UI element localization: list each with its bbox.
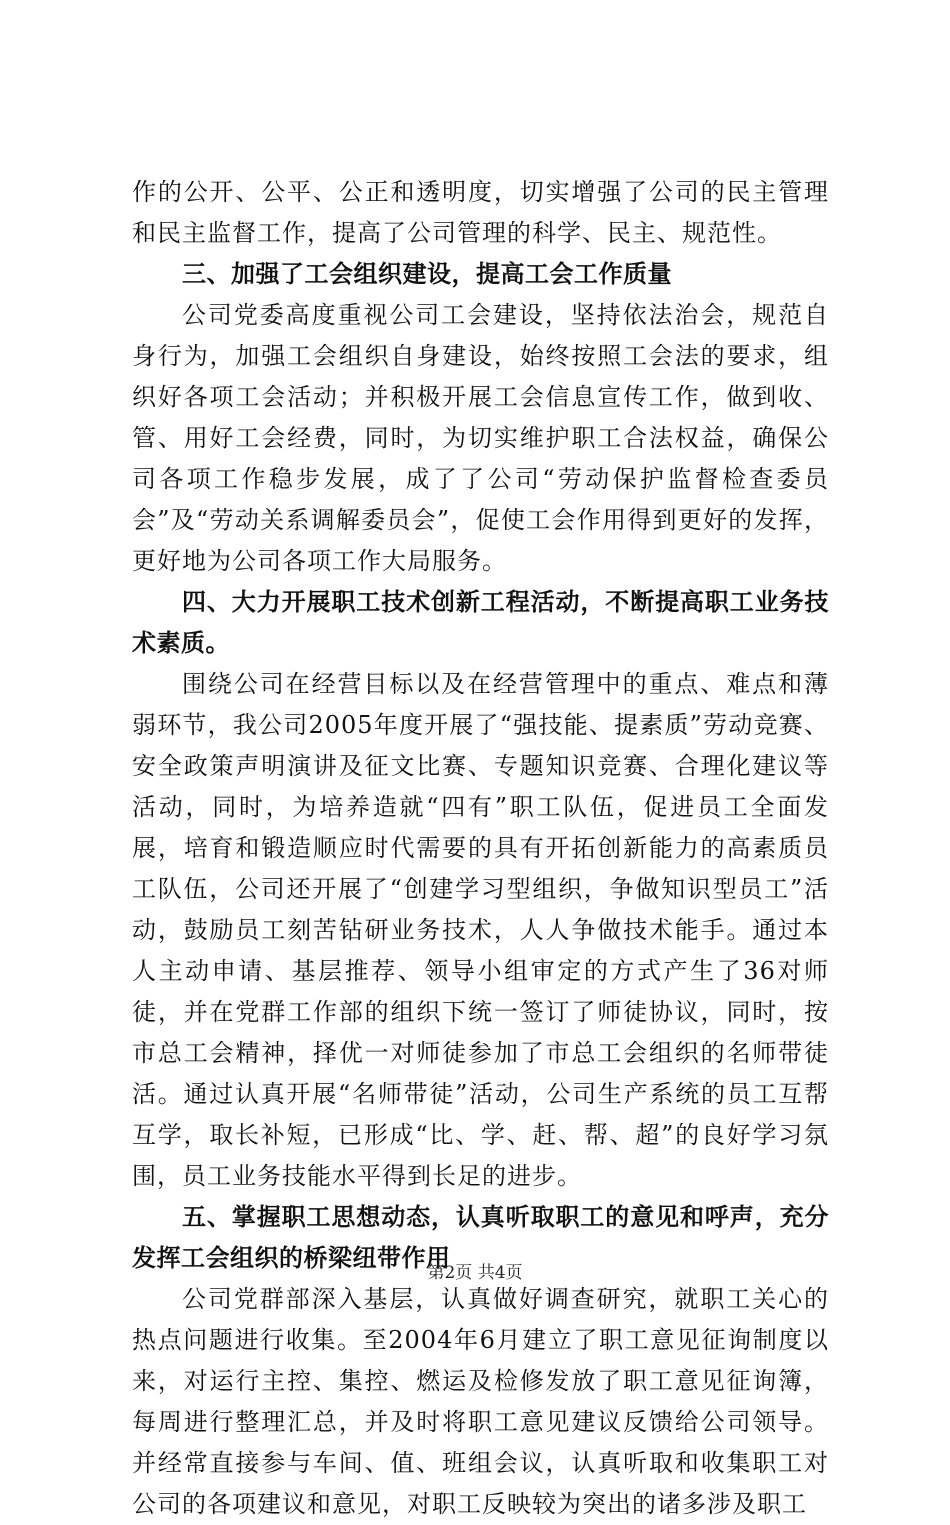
section-heading-5: 五、掌握职工思想动态，认真听取职工的意见和呼声，充分发挥工会组织的桥梁纽带作用	[132, 1203, 829, 1272]
document-body	[132, 172, 829, 1525]
paragraph-section-5: 公司党群部深入基层，认真做好调查研究，就职工关心的热点问题进行收集。至2004年6月建立了职工意见征询制度以来，对运行主控、集控、燃运及检修发放了职工意见征询簿，每周进行整理汇总，并及时将职工意见建议反馈给公司领导。并经常直接参与车间、值、班组会议，认真听取和收集职工对公司的各项建议和意见，对职工反映较为突出的诸多涉及职工	[132, 1285, 829, 1518]
paragraph-section-4: 围绕公司在经营目标以及在经营管理中的重点、难点和薄弱环节，我公司2005年度开展了“强技能、提素质”劳动竞赛、安全政策声明演讲及征文比赛、专题知识竞赛、合理化建议等活动，同时，为培养造就“四有”职工队伍，促进员工全面发展，培育和锻造顺应时代需要的具有开拓创新能力的高素质员工队伍，公司还开展了“创建学习型组织，争做知识型员工”活动，鼓励员工刻苦钻研业务技术，人人争做技术能手。通过本人主动申请、基层推荐、领导小组审定的方式产生了36对师徒，并在党群工作部的组织下统一签订了师徒协议，同时，按市总工会精神，择优一对师徒参加了市总工会组织的名师带徒活。通过认真开展“名师带徒”活动，公司生产系统的员工互帮互学，取长补短，已形成“比、学、赶、帮、超”的良好学习氛围，员工业务技能水平得到长足的进步。	[132, 670, 829, 1190]
paragraph-continued: 作的公开、公平、公正和透明度，切实增强了公司的民主管理和民主监督工作，提高了公司管理的科学、民主、规范性。	[132, 178, 829, 247]
section-heading-4: 四、大力开展职工技术创新工程活动，不断提高职工业务技术素质。	[132, 588, 829, 657]
section-heading-3: 三、加强了工会组织建设，提高工会工作质量	[182, 260, 672, 288]
paragraph-section-3: 公司党委高度重视公司工会建设，坚持依法治会，规范自身行为，加强工会组织自身建设，始终按照工会法的要求，组织好各项工会活动；并积极开展工会信息宣传工作，做到收、管、用好工会经费，同时，为切实维护职工合法权益，确保公司各项工作稳步发展，成了了公司“劳动保护监督检查委员会”及“劳动关系调解委员会”，促使工会作用得到更好的发挥，更好地为公司各项工作大局服务。	[132, 301, 829, 575]
page-number-footer: 第2页 共4页	[427, 1263, 523, 1283]
